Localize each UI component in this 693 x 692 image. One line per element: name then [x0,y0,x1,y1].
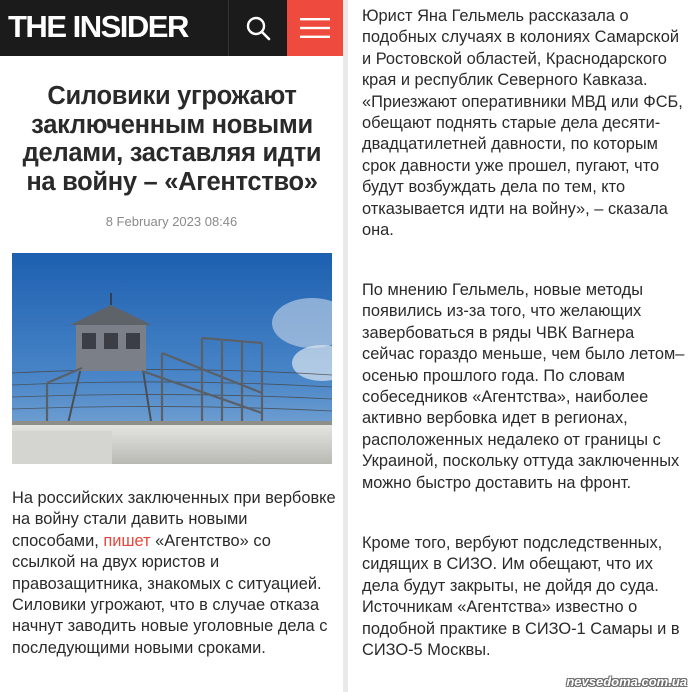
search-button[interactable] [228,0,287,56]
watermark: nevsedoma.com.ua [566,674,687,689]
menu-button[interactable] [287,0,343,56]
source-link[interactable]: пишет [103,531,151,550]
prison-watchtower-illustration [12,253,332,464]
hamburger-menu-icon [300,17,330,39]
article-date: 8 February 2023 08:46 [105,214,238,229]
site-logo[interactable]: THE INSIDER [8,9,188,44]
article-header-column [0,0,343,692]
lead-text-end: «Агентство» со ссылкой на двух юристов и правозащитника, знакомых с ситуацией. Силовики угрожают, что в случае отказа начнут заводить новые уголовные дела с последующими новыми сроками. [12,531,328,657]
search-icon [245,15,271,41]
article-title: Силовики угрожают заключенным новыми делами, заставляя идти на войну – «Агентство» [22,82,322,196]
lead-text-start: На российских заключенных при вербовке на войну стали давить новыми способами, [12,489,336,550]
body-paragraph: Юрист Яна Гельмель рассказала о подобных случаях в колониях Самарской и Ростовской областей, Краснодарского края и республик Северного Кавказа. «Приезжают оперативники МВД или ФСБ, обещают поднять старые дела десяти-двадцатилетней давности, по которым срок давности уже прошел, пугают, что будут возбуждать дела по тем, кто отказывается идти на войну», – сказала она. [362,7,683,240]
body-paragraph: Кроме того, вербуют подследственных, сидящих в СИЗО. Им обещают, что их дела будут закрыты, не дойдя до суда. Источникам «Агентства» известно о подобной практике в СИЗО-1 Самары и в СИЗО-5 Москвы. [362,534,680,660]
article-body-column [348,0,693,692]
body-paragraph: По мнению Гельмель, новые методы появились из-за того, что желающих завербоваться в ряды ЧВК Вагнера сейчас гораздо меньше, чем было летом–осенью прошлого года. По словам собеседников «Агентства», наиболее активно вербовка идет в регионах, расположенных недалеко от границы с Украиной, поскольку оттуда заключенных можно быстро доставить на фронт. [362,281,685,492]
article-lead [12,488,336,659]
site-header [0,0,343,56]
article-photo-prison-watchtower [12,253,332,464]
